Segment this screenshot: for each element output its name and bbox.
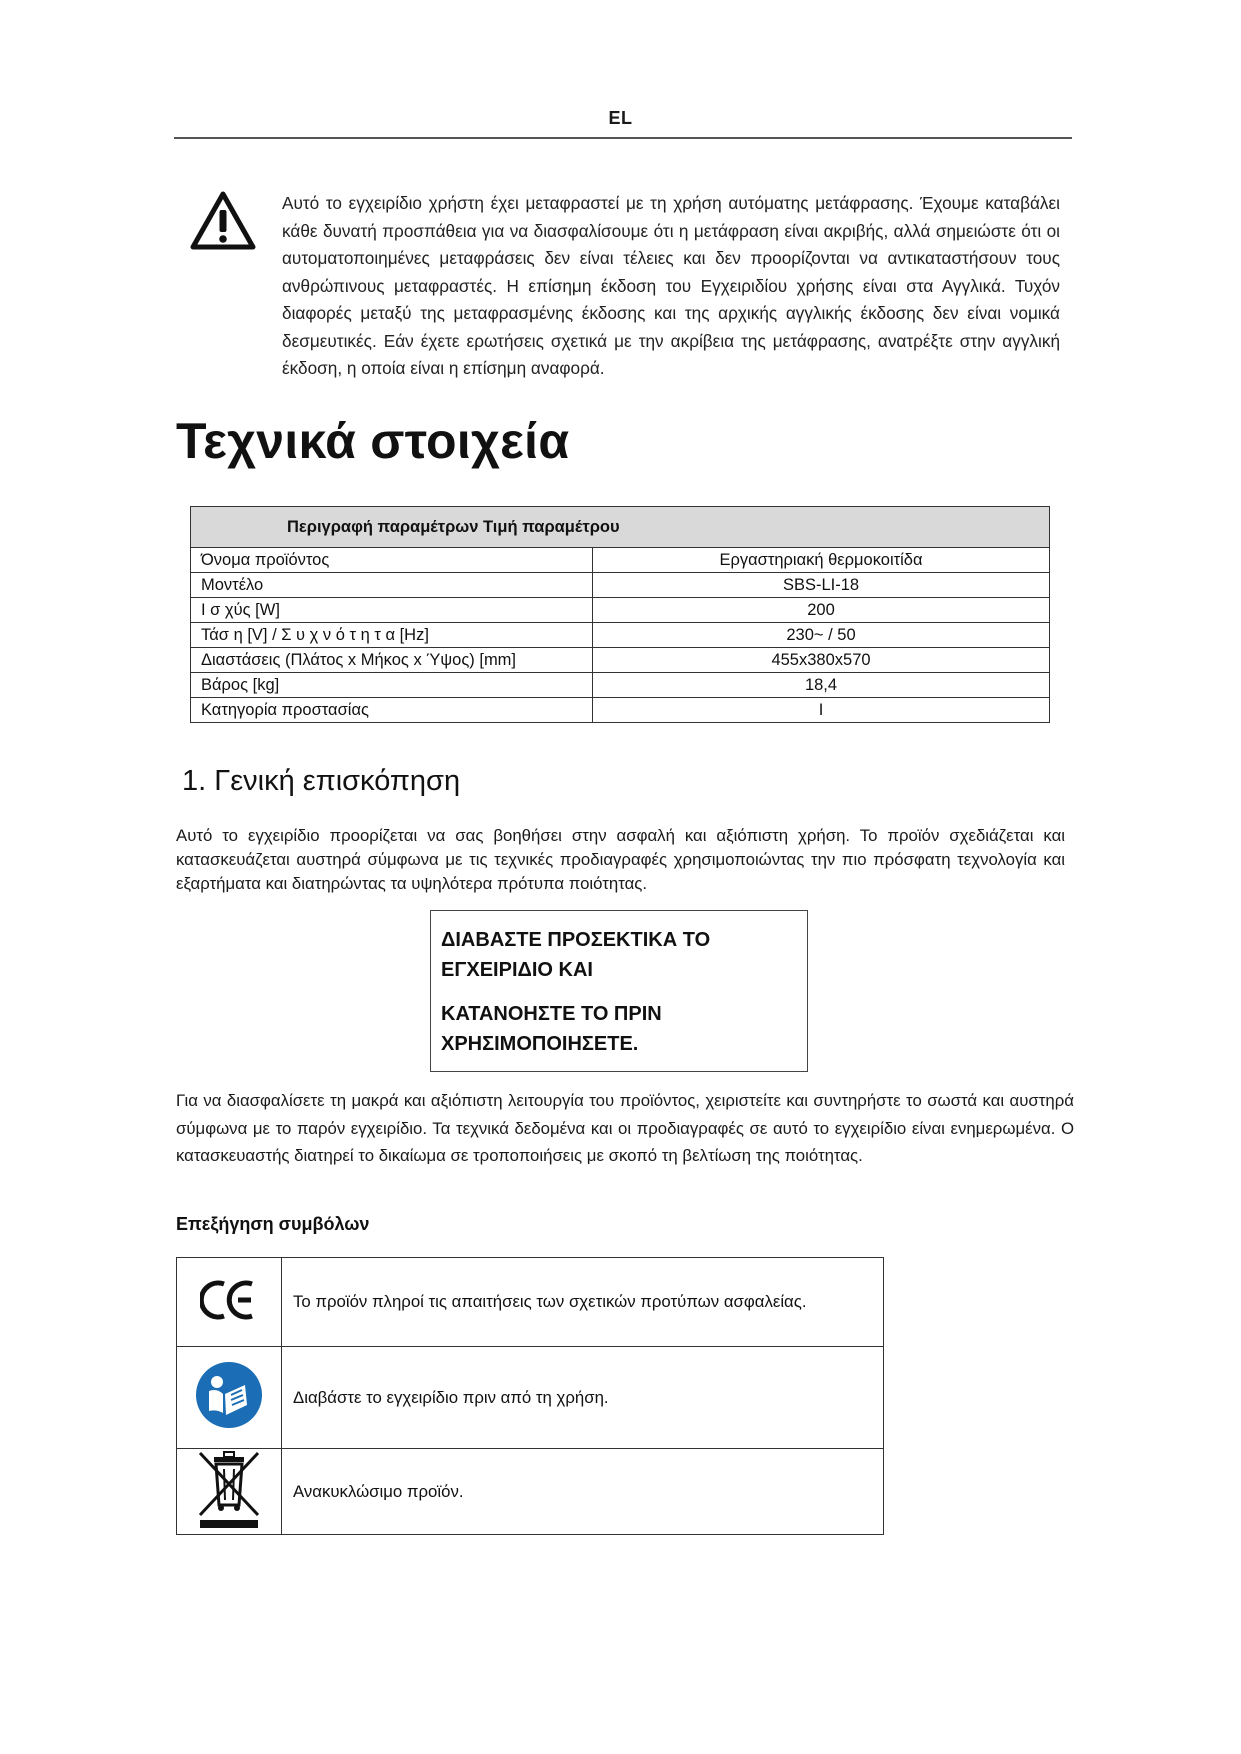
param-name: Κατηγορία προστασίας bbox=[191, 698, 593, 723]
param-name: Όνομα προϊόντος bbox=[191, 548, 593, 573]
overview-section-title: 1. Γενική επισκόπηση bbox=[182, 765, 461, 797]
table-row bbox=[191, 673, 1050, 698]
symbols-table bbox=[176, 1257, 884, 1535]
param-name: Μοντέλο bbox=[191, 573, 593, 598]
param-value: I bbox=[593, 698, 1050, 723]
header-divider bbox=[174, 137, 1072, 139]
notice-line: ΚΑΤΑΝΟΗΣΤΕ ΤΟ ΠΡΙΝ ΧΡΗΣΙΜΟΠΟΙΗΣΕΤΕ. bbox=[441, 1003, 662, 1055]
symbol-description: Διαβάστε το εγχειρίδιο πριν από τη χρήση. bbox=[282, 1347, 884, 1449]
notice-line: ΔΙΑΒΑΣΤΕ ΠΡΟΣΕΚΤΙΚΑ ΤΟ ΕΓΧΕΙΡΙΔΙΟ ΚΑΙ bbox=[441, 929, 711, 981]
technical-specs-table bbox=[190, 506, 1050, 723]
param-value: 200 bbox=[593, 598, 1050, 623]
warning-triangle-icon bbox=[190, 190, 256, 250]
param-name: Τάσ η [V] / Σ υ χ ν ό τ η τ α [Hz] bbox=[191, 623, 593, 648]
table-row bbox=[191, 598, 1050, 623]
symbol-description: Ανακυκλώσιμο προϊόν. bbox=[282, 1449, 884, 1535]
translation-disclaimer: Αυτό το εγχειρίδιο χρήστη έχει μεταφραστεί με τη χρήση αυτόματης μετάφρασης. Έχουμε καταβάλει κάθε δυνατή προσπάθεια για να διασφαλίσουμε ότι η μετάφραση είναι ακριβής, αλλά σημειώστε ότι οι αυτοματοποιημένες μεταφράσεις δεν είναι τέλειες και δεν προορίζονται να αντικαταστήσουν τους ανθρώπινους μεταφραστές. Η επίσημη έκδοση του Εγχειριδίου χρήσης είναι στα Αγγλικά. Τυχόν διαφορές μεταξύ της μεταφρασμένης έκδοσης και της αρχικής αγγλικής έκδοσης δεν είναι νομικά δεσμευτικές. Εάν έχετε ερωτήσεις σχετικά με την ακρίβεια της μετάφρασης, ανατρέξτε στην αγγλική έκδοση, η οποία είναι η επίσημη αναφορά. bbox=[282, 193, 1060, 378]
maintenance-paragraph: Για να διασφαλίσετε τη μακρά και αξιόπιστη λειτουργία του προϊόντος, χειριστείτε και συντηρήστε το σωστά και αυστηρά σύμφωνα με το παρόν εγχειρίδιο. Τα τεχνικά δεδομένα και οι προδιαγραφές σε αυτό το εγχειρίδιο είναι ενημερωμένα. Ο κατασκευαστής διατηρεί το δικαίωμα σε τροποποιήσεις με σκοπό τη βελτίωση της ποιότητας. bbox=[176, 1091, 1074, 1165]
table-row bbox=[191, 698, 1050, 723]
param-name: Διαστάσεις (Πλάτος x Μήκος x Ύψος) [mm] bbox=[191, 648, 593, 673]
table-row bbox=[191, 623, 1050, 648]
table-row bbox=[177, 1347, 884, 1449]
crossed-bin-icon bbox=[194, 1449, 264, 1529]
technical-data-title: Τεχνικά στοιχεία bbox=[176, 413, 570, 469]
param-value: SBS-LI-18 bbox=[593, 573, 1050, 598]
table-header: Περιγραφή παραμέτρων Τιμή παραμέτρου bbox=[191, 507, 1050, 548]
overview-paragraph: Αυτό το εγχειρίδιο προορίζεται να σας βοηθήσει στην ασφαλή και αξιόπιστη χρήση. Το προϊόν σχεδιάζεται και κατασκευάζεται αυστηρά σύμφωνα με τις τεχνικές προδιαγραφές χρησιμοποιώντας την πιο πρόσφατη τεχνολογία και εξαρτήματα και διατηρώντας τα υψηλότερα πρότυπα ποιότητας. bbox=[176, 826, 1065, 893]
param-value: 230~ / 50 bbox=[593, 623, 1050, 648]
symbol-description: Το προϊόν πληροί τις απαιτήσεις των σχετικών προτύπων ασφαλείας. bbox=[282, 1258, 884, 1347]
param-value: Εργαστηριακή θερμοκοιτίδα bbox=[593, 548, 1050, 573]
param-value: 455x380x570 bbox=[593, 648, 1050, 673]
param-value: 18,4 bbox=[593, 673, 1050, 698]
table-row bbox=[191, 548, 1050, 573]
table-header-row bbox=[191, 507, 1050, 548]
table-row bbox=[191, 573, 1050, 598]
table-row bbox=[191, 648, 1050, 673]
param-name: Βάρος [kg] bbox=[191, 673, 593, 698]
param-name: Ι σ χύς [W] bbox=[191, 598, 593, 623]
language-header: EL bbox=[608, 108, 633, 128]
table-row bbox=[177, 1449, 884, 1535]
symbols-title: Επεξήγηση συμβόλων bbox=[176, 1214, 370, 1234]
ce-mark-icon bbox=[200, 1278, 258, 1322]
table-row bbox=[177, 1258, 884, 1347]
read-manual-icon bbox=[195, 1361, 263, 1429]
read-manual-notice bbox=[430, 910, 808, 1072]
